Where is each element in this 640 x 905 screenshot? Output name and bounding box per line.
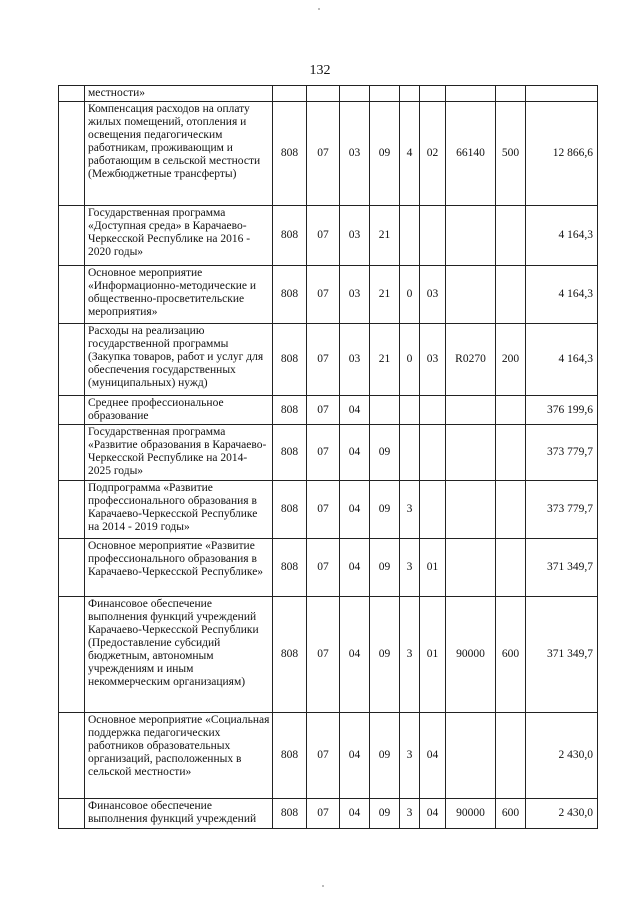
- row-name-cell: Расходы на реализацию государственной программы (Закупка товаров, работ и услуг для обеспечения государственных (муниципальных) нужд): [85, 324, 273, 396]
- row-prog-cell: 09: [370, 597, 400, 713]
- row-sub-cell: [400, 206, 420, 266]
- row-osn-cell: 03: [420, 266, 446, 324]
- row-dir-cell: [446, 86, 496, 102]
- row-sub-cell: 3: [400, 597, 420, 713]
- row-amount-cell: 373 779,7: [526, 425, 598, 481]
- row-adm-cell: 808: [273, 396, 307, 425]
- row-amount-cell: [526, 86, 598, 102]
- row-vr-cell: [496, 539, 526, 597]
- row-osn-cell: [420, 396, 446, 425]
- row-rz-cell: 07: [307, 597, 340, 713]
- row-amount-cell: 12 866,6: [526, 102, 598, 206]
- row-amount-cell: 376 199,6: [526, 396, 598, 425]
- row-osn-cell: [420, 86, 446, 102]
- row-number-cell: [59, 799, 85, 829]
- row-osn-cell: [420, 206, 446, 266]
- row-number-cell: [59, 539, 85, 597]
- table-row: [59, 713, 598, 799]
- row-rz-cell: 07: [307, 481, 340, 539]
- row-amount-cell: 4 164,3: [526, 324, 598, 396]
- row-number-cell: [59, 425, 85, 481]
- row-dir-cell: [446, 266, 496, 324]
- row-amount-cell: 373 779,7: [526, 481, 598, 539]
- table-row: [59, 396, 598, 425]
- row-prog-cell: 21: [370, 324, 400, 396]
- row-sub-cell: 3: [400, 539, 420, 597]
- row-adm-cell: 808: [273, 713, 307, 799]
- row-dir-cell: [446, 713, 496, 799]
- row-rz-cell: 07: [307, 539, 340, 597]
- row-rz-cell: 07: [307, 102, 340, 206]
- row-osn-cell: 02: [420, 102, 446, 206]
- row-name-cell: Среднее профессиональное образование: [85, 396, 273, 425]
- row-osn-cell: 01: [420, 539, 446, 597]
- row-rz-cell: 07: [307, 266, 340, 324]
- row-prog-cell: 09: [370, 102, 400, 206]
- row-sub-cell: [400, 425, 420, 481]
- row-sub-cell: 0: [400, 266, 420, 324]
- row-rz-cell: 07: [307, 324, 340, 396]
- row-prog-cell: 21: [370, 266, 400, 324]
- row-osn-cell: 04: [420, 713, 446, 799]
- row-dir-cell: [446, 481, 496, 539]
- row-sub-cell: 0: [400, 324, 420, 396]
- row-adm-cell: 808: [273, 266, 307, 324]
- row-adm-cell: 808: [273, 539, 307, 597]
- row-sub-cell: 3: [400, 481, 420, 539]
- row-amount-cell: 4 164,3: [526, 266, 598, 324]
- row-pr-cell: 03: [340, 266, 370, 324]
- table-row: [59, 266, 598, 324]
- row-prog-cell: 09: [370, 539, 400, 597]
- row-amount-cell: 371 349,7: [526, 539, 598, 597]
- row-number-cell: [59, 102, 85, 206]
- row-adm-cell: [273, 86, 307, 102]
- table-row: [59, 425, 598, 481]
- row-name-cell: Основное мероприятие «Социальная поддержка педагогических работников образовательных организаций, расположенных в сельской местности»: [85, 713, 273, 799]
- row-dir-cell: [446, 396, 496, 425]
- row-dir-cell: [446, 425, 496, 481]
- table-row: [59, 86, 598, 102]
- row-vr-cell: 600: [496, 799, 526, 829]
- row-vr-cell: 200: [496, 324, 526, 396]
- row-dir-cell: R0270: [446, 324, 496, 396]
- row-number-cell: [59, 266, 85, 324]
- row-prog-cell: 21: [370, 206, 400, 266]
- row-name-cell: Основное мероприятие «Информационно-методические и общественно-просветительские мероприятия»: [85, 266, 273, 324]
- table-row: [59, 799, 598, 829]
- table-row: [59, 206, 598, 266]
- row-vr-cell: 600: [496, 597, 526, 713]
- row-rz-cell: 07: [307, 206, 340, 266]
- row-pr-cell: 03: [340, 102, 370, 206]
- row-amount-cell: 4 164,3: [526, 206, 598, 266]
- table-row: [59, 481, 598, 539]
- row-pr-cell: 04: [340, 396, 370, 425]
- budget-table-body: [59, 86, 598, 829]
- row-vr-cell: [496, 713, 526, 799]
- row-sub-cell: 3: [400, 799, 420, 829]
- row-osn-cell: [420, 481, 446, 539]
- row-osn-cell: 03: [420, 324, 446, 396]
- page-number: 132: [309, 63, 331, 78]
- row-pr-cell: 04: [340, 713, 370, 799]
- row-sub-cell: [400, 396, 420, 425]
- row-prog-cell: 09: [370, 481, 400, 539]
- row-adm-cell: 808: [273, 481, 307, 539]
- row-osn-cell: 01: [420, 597, 446, 713]
- row-rz-cell: 07: [307, 713, 340, 799]
- row-dir-cell: [446, 539, 496, 597]
- row-vr-cell: [496, 481, 526, 539]
- row-vr-cell: [496, 266, 526, 324]
- budget-table: [58, 85, 598, 829]
- row-pr-cell: 04: [340, 481, 370, 539]
- row-prog-cell: 09: [370, 425, 400, 481]
- row-prog-cell: 09: [370, 799, 400, 829]
- row-adm-cell: 808: [273, 597, 307, 713]
- row-number-cell: [59, 86, 85, 102]
- row-pr-cell: 04: [340, 799, 370, 829]
- scan-speck: [322, 885, 324, 887]
- row-adm-cell: 808: [273, 425, 307, 481]
- row-name-cell: Государственная программа «Развитие образования в Карачаево-Черкесской Республике на 2014-2025 годы»: [85, 425, 273, 481]
- row-vr-cell: [496, 396, 526, 425]
- row-dir-cell: [446, 206, 496, 266]
- row-name-cell: Подпрограмма «Развитие профессионального образования в Карачаево-Черкесской Республике на 2014 - 2019 годы»: [85, 481, 273, 539]
- row-osn-cell: 04: [420, 799, 446, 829]
- row-dir-cell: 90000: [446, 597, 496, 713]
- table-row: [59, 597, 598, 713]
- row-number-cell: [59, 324, 85, 396]
- row-pr-cell: 03: [340, 206, 370, 266]
- row-rz-cell: 07: [307, 396, 340, 425]
- row-pr-cell: 04: [340, 425, 370, 481]
- row-osn-cell: [420, 425, 446, 481]
- row-pr-cell: 03: [340, 324, 370, 396]
- row-name-cell: Финансовое обеспечение выполнения функций учреждений: [85, 799, 273, 829]
- row-adm-cell: 808: [273, 206, 307, 266]
- row-amount-cell: 371 349,7: [526, 597, 598, 713]
- row-rz-cell: 07: [307, 799, 340, 829]
- row-amount-cell: 2 430,0: [526, 713, 598, 799]
- row-prog-cell: [370, 86, 400, 102]
- table-row: [59, 539, 598, 597]
- row-adm-cell: 808: [273, 799, 307, 829]
- row-name-cell: Основное мероприятие «Развитие профессионального образования в Карачаево-Черкесской Республике»: [85, 539, 273, 597]
- row-name-cell: Финансовое обеспечение выполнения функций учреждений Карачаево-Черкесской Республики (Предоставление субсидий бюджетным, автономным учреждениям и иным некоммерческим организациям): [85, 597, 273, 713]
- row-vr-cell: [496, 425, 526, 481]
- row-name-cell: Компенсация расходов на оплату жилых помещений, отопления и освещения педагогическим работникам, проживающим и работающим в сельской местности (Межбюджетные трансферты): [85, 102, 273, 206]
- row-prog-cell: [370, 396, 400, 425]
- row-rz-cell: [307, 86, 340, 102]
- row-number-cell: [59, 597, 85, 713]
- row-pr-cell: [340, 86, 370, 102]
- table-row: [59, 324, 598, 396]
- row-sub-cell: [400, 86, 420, 102]
- row-number-cell: [59, 206, 85, 266]
- row-vr-cell: [496, 206, 526, 266]
- row-pr-cell: 04: [340, 539, 370, 597]
- row-sub-cell: 4: [400, 102, 420, 206]
- row-number-cell: [59, 713, 85, 799]
- row-name-cell: местности»: [85, 86, 273, 102]
- row-vr-cell: 500: [496, 102, 526, 206]
- row-adm-cell: 808: [273, 102, 307, 206]
- row-number-cell: [59, 396, 85, 425]
- row-dir-cell: 90000: [446, 799, 496, 829]
- row-sub-cell: 3: [400, 713, 420, 799]
- row-prog-cell: 09: [370, 713, 400, 799]
- row-dir-cell: 66140: [446, 102, 496, 206]
- scan-speck: [318, 8, 320, 10]
- row-pr-cell: 04: [340, 597, 370, 713]
- row-number-cell: [59, 481, 85, 539]
- table-row: [59, 102, 598, 206]
- row-vr-cell: [496, 86, 526, 102]
- row-adm-cell: 808: [273, 324, 307, 396]
- row-rz-cell: 07: [307, 425, 340, 481]
- row-name-cell: Государственная программа «Доступная среда» в Карачаево-Черкесской Республике на 2016 - 2020 годы»: [85, 206, 273, 266]
- row-amount-cell: 2 430,0: [526, 799, 598, 829]
